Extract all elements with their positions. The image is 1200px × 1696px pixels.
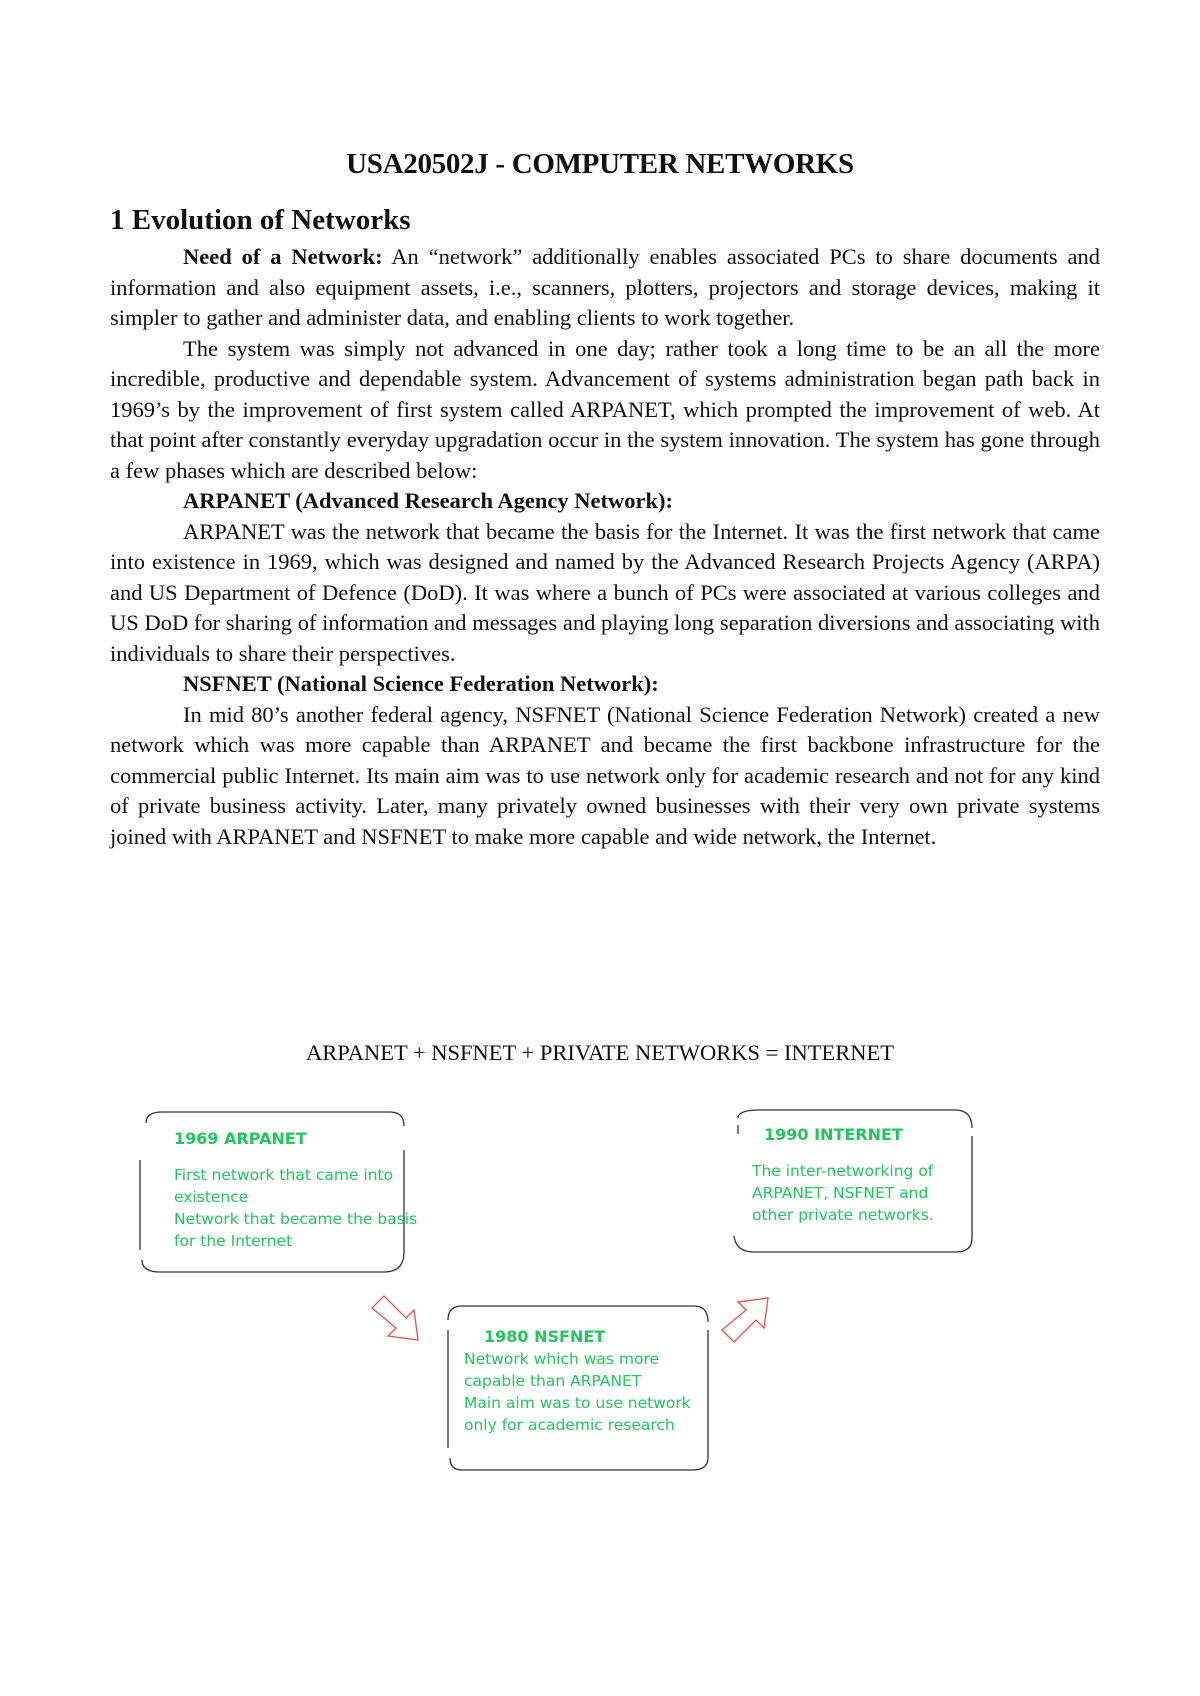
arpanet-box-title: 1969 ARPANET — [174, 1129, 307, 1148]
nsfnet-box-title: 1980 NSFNET — [484, 1327, 606, 1346]
nsfnet-box-line1: Network which was more — [464, 1350, 660, 1368]
paragraph-arpanet: ARPANET was the network that became the basis for the Internet. It was the first network that came into existence in 1969, which was designed and named by the Advanced Research Projects Agency (ARPA) and US Department of Defence (DoD). It was where a bunch of PCs were associated at various colleges and US DoD for sharing of information and messages and playing long separation diversions and associating with individuals to share their perspectives. — [110, 518, 1100, 666]
arpanet-box-line4: for the Internet — [174, 1232, 293, 1250]
arpanet-box-line2: existence — [174, 1188, 249, 1206]
section-heading: 1 Evolution of Networks — [110, 204, 411, 236]
nsfnet-box — [464, 1326, 691, 1436]
need-of-network-label: Need of a Network: — [183, 244, 383, 269]
arpanet-heading: ARPANET (Advanced Research Agency Network): — [183, 488, 673, 513]
arpanet-box — [174, 1128, 417, 1252]
internet-box-line1: The inter-networking of — [752, 1162, 934, 1180]
internet-equation: ARPANET + NSFNET + PRIVATE NETWORKS = INTERNET — [306, 1040, 894, 1065]
internet-box-title: 1990 INTERNET — [764, 1125, 903, 1144]
internet-box — [752, 1124, 934, 1226]
nsfnet-box-line2: capable than ARPANET — [464, 1372, 642, 1390]
arpanet-box-line3: Network that became the basis — [174, 1210, 418, 1228]
nsfnet-heading: NSFNET (National Science Federation Network): — [183, 671, 659, 696]
nsfnet-lead: In mid 80’s another federal agency, — [183, 701, 509, 727]
nsfnet-box-line4: only for academic research — [464, 1416, 675, 1434]
paragraph-system-history: The system was simply not advanced in one day; rather took a long time to be an all the more incredible, productive and dependable system. Advancement of systems administration began path back in 1969’s by the improvement of first system called ARPANET, which prompted the improvement of web. At that point after constantly everyday upgradation occur in the system innovation. The system has gone through a few phases which are described below: — [110, 335, 1100, 483]
internet-box-line3: other private networks. — [752, 1206, 934, 1224]
nsfnet-text: NSFNET (National Science Federation Network) created a new network which was more capable than ARPANET and became the first backbone infrastructure for the commercial public Internet. Its main aim was to use network only for academic research and not for any kind of private business activity. Later, many privately owned businesses with their very own private systems joined with ARPANET and NSFNET to make more capable and wide network, the Internet. — [110, 701, 1100, 849]
arrow-to-nsfnet — [372, 1296, 418, 1340]
nsfnet-box-line3: Main aim was to use network — [464, 1394, 691, 1412]
internet-box-line2: ARPANET, NSFNET and — [752, 1184, 929, 1202]
arpanet-box-line1: First network that came into — [174, 1166, 394, 1184]
page-title: USA20502J - COMPUTER NETWORKS — [346, 148, 854, 180]
arrow-to-internet — [722, 1298, 768, 1342]
need-of-network-text: An “network” additionally enables associated PCs to share documents and information and also equipment assets, i.e., scanners, plotters, projectors and storage devices, making it simpler to gather and administer data, and enabling clients to work together. — [110, 244, 1100, 330]
